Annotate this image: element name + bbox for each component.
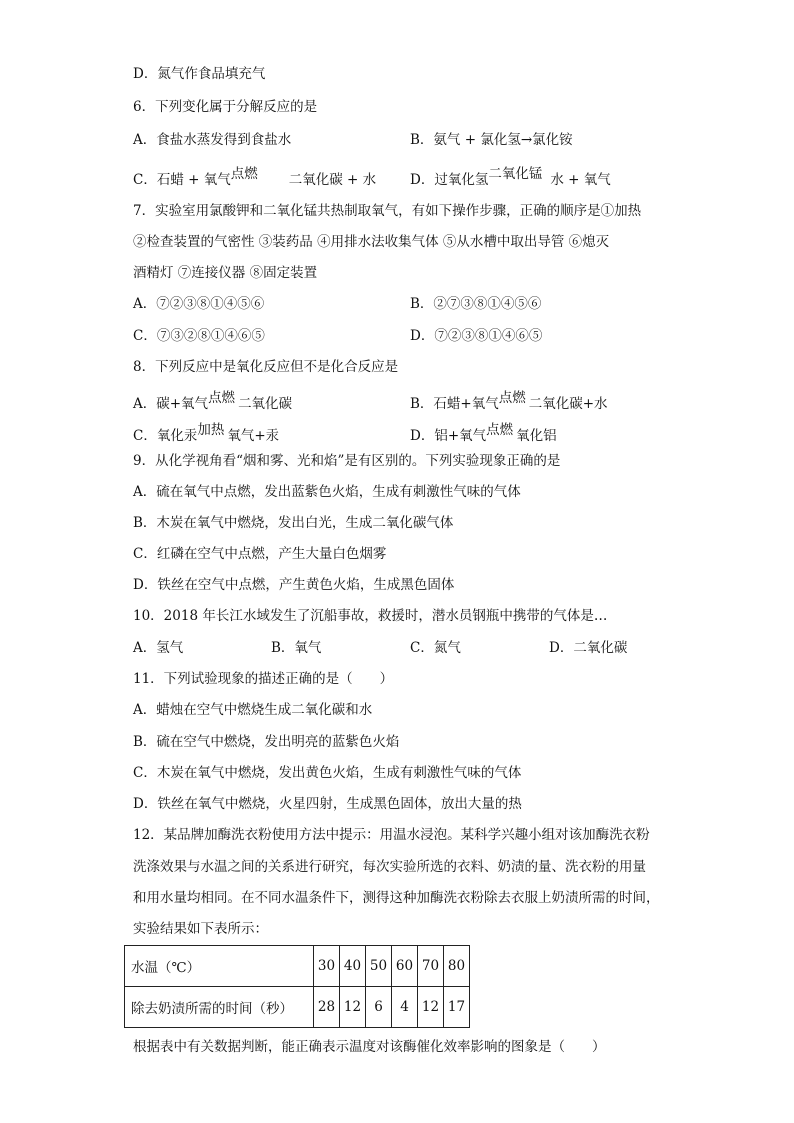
q11-option-d: D．铁丝在氧气中燃烧，火星四射，生成黑色固体，放出大量的热 <box>133 796 522 812</box>
q7-stem-line-1: 7．实验室用氯酸钾和二氧化锰共热制取氧气，有如下操作步骤，正确的顺序是①加热 <box>133 203 642 219</box>
results-table <box>124 945 470 1028</box>
q6-option-c <box>133 164 376 190</box>
q12-stem-line-2: 洗涤效果与水温之间的关系进行研究，每次实验所选的衣料、奶渍的量、洗衣粉的用量 <box>133 859 646 875</box>
q8a-condition: 点燃 <box>208 390 236 406</box>
q9-option-d: D．铁丝在空气中点燃，产生黄色火焰，生成黑色固体 <box>133 577 455 593</box>
q10-option-d: D．二氧化碳 <box>549 640 628 656</box>
q6d-condition: 二氧化锰 <box>488 166 543 182</box>
table-cell: 12 <box>418 987 444 1028</box>
table-cell: 28 <box>314 987 340 1028</box>
q10-option-a: A．氢气 <box>133 640 184 656</box>
q8a-arrow <box>208 388 238 408</box>
table-cell: 30 <box>314 946 340 987</box>
q8b-arrow <box>499 388 529 408</box>
q7-option-d: D．⑦②③⑧①④⑥⑤ <box>410 328 543 344</box>
table-cell: 4 <box>392 987 418 1028</box>
table-cell: 6 <box>366 987 392 1028</box>
table-cell: 17 <box>444 987 470 1028</box>
q8a-reactants: A．碳+氧气 <box>133 396 209 412</box>
q8a-products: 二氧化碳 <box>238 396 293 412</box>
q7-option-a: A．⑦②③⑧①④⑤⑥ <box>133 296 265 312</box>
q12-stem-line-3: 和用水量均相同。在不同水温条件下，测得这种加酶洗衣粉除去衣服上奶渍所需的时间， <box>133 890 660 906</box>
q8d-condition: 点燃 <box>486 422 514 438</box>
q7-stem-line-3: 酒精灯 ⑦连接仪器 ⑧固定装置 <box>133 265 318 281</box>
q6c-products: 二氧化碳 + 水 <box>288 172 377 188</box>
q8d-arrow <box>486 420 516 440</box>
table-cell: 80 <box>444 946 470 987</box>
q6-option-a: A．食盐水蒸发得到食盐水 <box>133 132 292 148</box>
q8c-condition: 加热 <box>197 422 225 438</box>
q11-stem: 11．下列试验现象的描述正确的是（ ） <box>133 671 394 687</box>
q9-stem: 9．从化学视角看“烟和雾、光和焰”是有区别的。下列实验现象正确的是 <box>133 453 561 469</box>
table-cell: 40 <box>340 946 366 987</box>
q9-option-b: B．木炭在氧气中燃烧，发出白光，生成二氧化碳气体 <box>133 515 454 531</box>
q10-option-b: B．氧气 <box>271 640 322 656</box>
table-cell: 60 <box>392 946 418 987</box>
q9-option-c: C．红磷在空气中点燃，产生大量白色烟雾 <box>133 546 387 562</box>
table-cell: 70 <box>418 946 444 987</box>
q8-option-c <box>133 420 279 446</box>
table-row <box>125 987 470 1028</box>
q6-option-b: B．氨气 + 氯化氢→氯化铵 <box>410 132 573 148</box>
q8-option-a <box>133 388 292 414</box>
q6c-arrow <box>231 164 289 184</box>
q6d-arrow <box>488 164 550 184</box>
q12-question: 根据表中有关数据判断，能正确表示温度对该酶催化效率影响的图象是（ ） <box>133 1039 606 1055</box>
table-cell: 12 <box>340 987 366 1028</box>
q8-stem: 8．下列反应中是氧化反应但不是化合反应是 <box>133 359 399 375</box>
q6d-reactants: D．过氧化氢 <box>410 172 489 188</box>
row-label-water-temp: 水温（℃） <box>125 946 314 987</box>
q7-option-c: C．⑦③②⑧①④⑥⑤ <box>133 328 265 344</box>
row-label-time: 除去奶渍所需的时间（秒） <box>125 987 314 1028</box>
q6-stem: 6．下列变化属于分解反应的是 <box>133 99 318 115</box>
q8d-products: 氧化铝 <box>516 428 557 444</box>
q8b-condition: 点燃 <box>498 390 526 406</box>
q8-option-d <box>410 420 557 446</box>
q10-option-c: C．氮气 <box>410 640 461 656</box>
q11-option-a: A．蜡烛在空气中燃烧生成二氧化碳和水 <box>133 702 373 718</box>
q7-stem-line-2: ②检查装置的气密性 ③装药品 ④用排水法收集气体 ⑤从水槽中取出导管 ⑥熄灭 <box>133 234 610 250</box>
q6-option-d <box>410 164 611 190</box>
q8-option-b <box>410 388 608 414</box>
q8c-reactants: C．氧化汞 <box>133 428 198 444</box>
q12-stem-line-4: 实验结果如下表所示： <box>133 921 268 937</box>
q8b-products: 二氧化碳+水 <box>528 396 608 412</box>
q10-stem: 10．2018 年长江水域发生了沉船事故，救援时，潜水员钢瓶中携带的气体是… <box>133 608 608 624</box>
q6c-reactants: C．石蜡 + 氧气 <box>133 172 231 188</box>
q6c-condition: 点燃 <box>230 166 258 182</box>
q8b-reactants: B．石蜡+氧气 <box>410 396 499 412</box>
q8c-arrow <box>197 420 227 440</box>
table-cell: 50 <box>366 946 392 987</box>
q12-stem-line-1: 12．某品牌加酶洗衣粉使用方法中提示：用温水浸泡。某科学兴趣小组对该加酶洗衣粉 <box>133 827 650 843</box>
q9-option-a: A．硫在氧气中点燃，发出蓝紫色火焰，生成有刺激性气味的气体 <box>133 484 521 500</box>
q5-option-d: D．氮气作食品填充气 <box>133 66 266 82</box>
table-row <box>125 946 470 987</box>
q11-option-c: C．木炭在氧气中燃烧，发出黄色火焰，生成有刺激性气味的气体 <box>133 765 522 781</box>
q7-option-b: B．②⑦③⑧①④⑤⑥ <box>410 296 542 312</box>
q8d-reactants: D．铝+氧气 <box>410 428 487 444</box>
q6d-products: 水 + 氧气 <box>550 172 611 188</box>
q11-option-b: B．硫在空气中燃烧，发出明亮的蓝紫色火焰 <box>133 734 400 750</box>
q8c-products: 氧气+汞 <box>227 428 280 444</box>
